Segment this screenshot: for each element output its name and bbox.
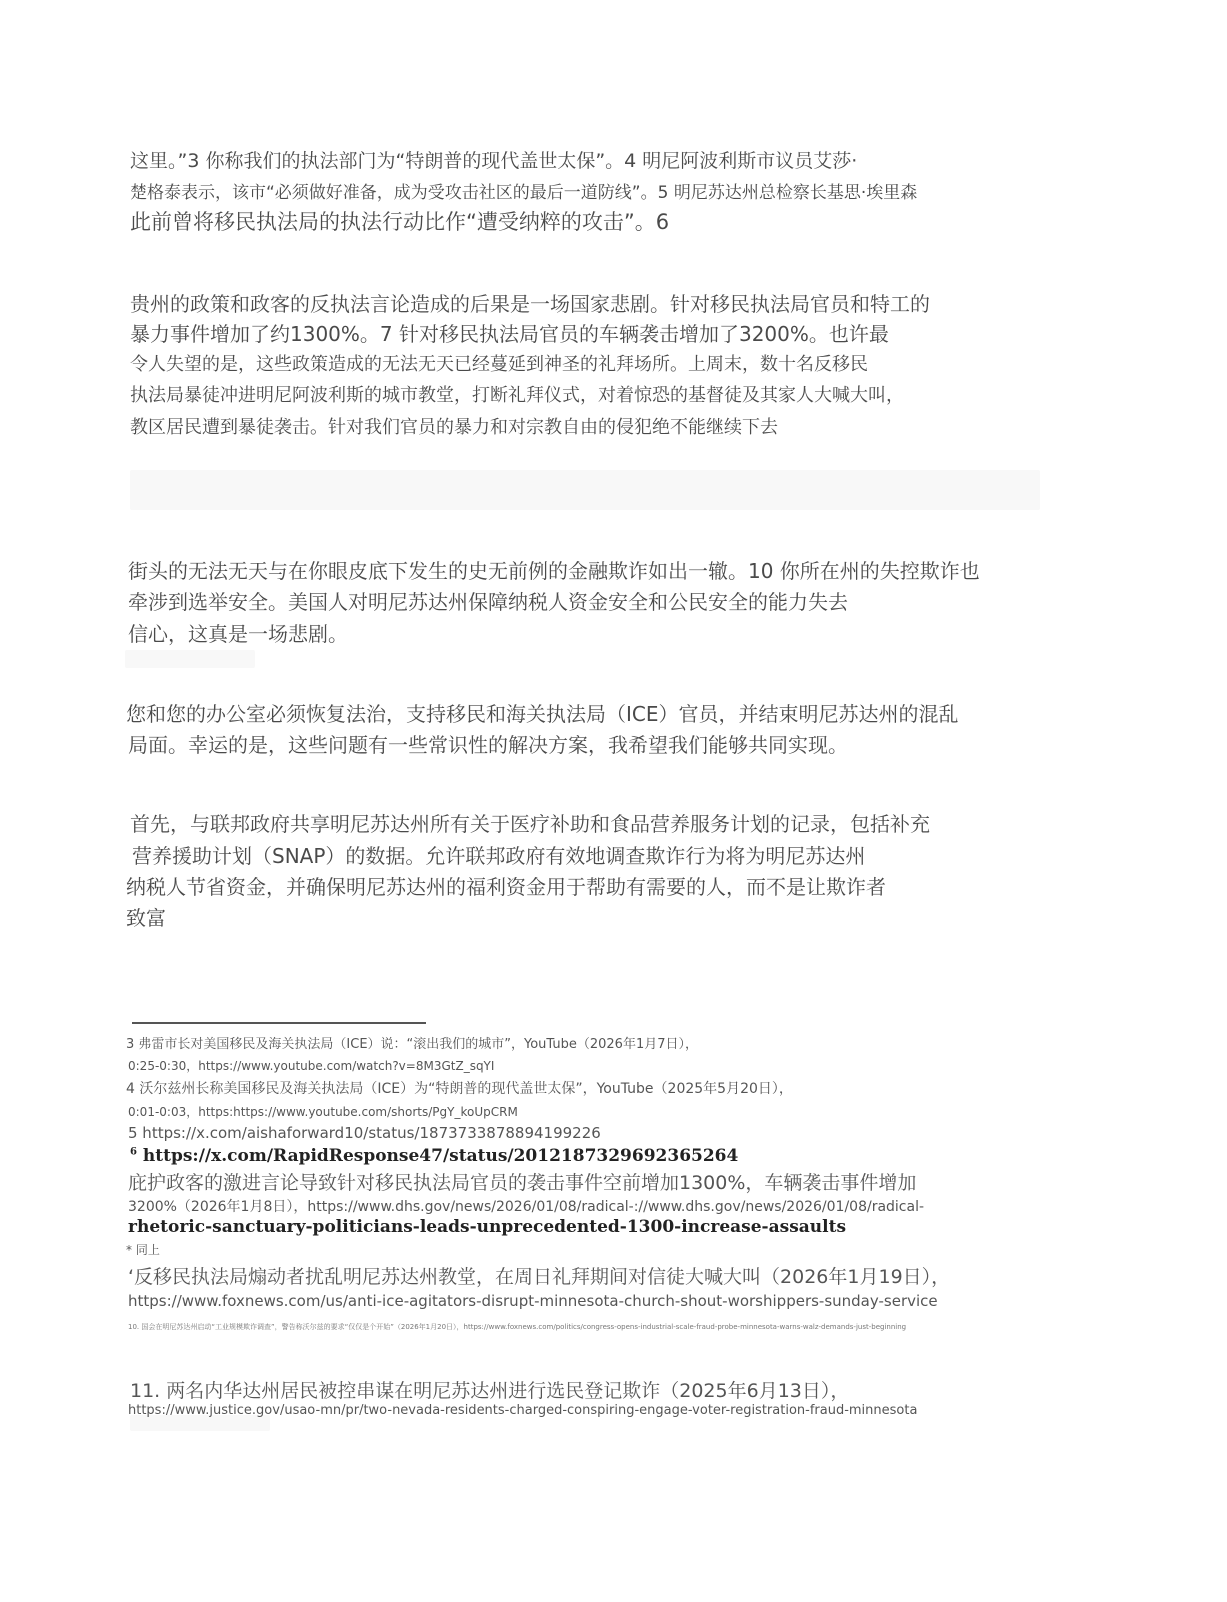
footnote-divider: [132, 1022, 426, 1024]
paragraph-4-line-1: 您和您的办公室必须恢复法治，支持移民和海关执法局（ICE）官员，并结束明尼苏达州的混乱: [126, 702, 959, 726]
paragraph-2-line-2: 暴力事件增加了约1300%。7 针对移民执法局官员的车辆袭击增加了3200%。也许最: [130, 322, 889, 346]
scan-artifact: [130, 470, 1040, 510]
paragraph-1-line-1: 这里。”3 你称我们的执法部门为“特朗普的现代盖世太保”。4 明尼阿波利斯市议员艾莎·: [130, 150, 858, 172]
footnote-7-line-2[interactable]: 3200%（2026年1月8日），https://www.dhs.gov/news/2026/01/08/radical-://www.dhs.gov/news/2026/01/08/radical-: [128, 1199, 925, 1215]
paragraph-4-line-2: 局面。幸运的是，这些问题有一些常识性的解决方案，我希望我们能够共同实现。: [128, 733, 848, 757]
footnote-6-marker: 6: [130, 1146, 137, 1158]
paragraph-1-line-3: 此前曾将移民执法局的执法行动比作“遭受纳粹的攻击”。6: [130, 210, 670, 234]
paragraph-5-line-4: 致富: [126, 906, 166, 930]
paragraph-1-line-2: 楚格泰表示，该市“必须做好准备，成为受攻击社区的最后一道防线”。5 明尼苏达州总检察长基思·埃里森: [130, 183, 918, 203]
footnote-5[interactable]: 5 https://x.com/aishaforward10/status/1873733878894199226: [128, 1124, 601, 1142]
paragraph-5-line-3: 纳税人节省资金，并确保明尼苏达州的福利资金用于帮助有需要的人，而不是让欺诈者: [126, 875, 886, 899]
footnote-8: * 同上: [126, 1243, 160, 1257]
footnote-4-line-1: 4 沃尔兹州长称美国移民及海关执法局（ICE）为“特朗普的现代盖世太保”，YouTube（2025年5月20日），: [126, 1081, 793, 1097]
footnote-9-line-2[interactable]: https://www.foxnews.com/us/anti-ice-agitators-disrupt-minnesota-church-shout-worshippers-sunday-service: [128, 1292, 938, 1310]
paragraph-3-line-2: 牵涉到选举安全。美国人对明尼苏达州保障纳税人资金安全和公民安全的能力失去: [128, 590, 848, 614]
footnote-7-line-1: 庇护政客的激进言论导致针对移民执法局官员的袭击事件空前增加1300%，车辆袭击事件增加: [128, 1172, 917, 1194]
paragraph-5-line-1: 首先，与联邦政府共享明尼苏达州所有关于医疗补助和食品营养服务计划的记录，包括补充: [130, 812, 930, 836]
paragraph-2-line-5: 教区居民遭到暴徒袭击。针对我们官员的暴力和对宗教自由的侵犯绝不能继续下去: [130, 417, 778, 438]
paragraph-2-line-4: 执法局暴徒冲进明尼阿波利斯的城市教堂，打断礼拜仪式，对着惊恐的基督徒及其家人大喊大叫，: [130, 385, 904, 406]
footnote-4-line-2[interactable]: 0:01-0:03，https:https://www.youtube.com/shorts/PgY_koUpCRM: [128, 1105, 518, 1119]
footnote-3-line-1: 3 弗雷市长对美国移民及海关执法局（ICE）说：“滚出我们的城市”，YouTube（2026年1月7日），: [126, 1037, 698, 1052]
paragraph-2-line-1: 贵州的政策和政客的反执法言论造成的后果是一场国家悲剧。针对移民执法局官员和特工的: [130, 292, 930, 316]
paragraph-5-line-2: 营养援助计划（SNAP）的数据。允许联邦政府有效地调查欺诈行为将为明尼苏达州: [132, 844, 866, 868]
footnote-6-link[interactable]: https://x.com/RapidResponse47/status/2012187329692365264: [142, 1146, 739, 1166]
footnote-9-line-1: ʻ反移民执法局煽动者扰乱明尼苏达州教堂，在周日礼拜期间对信徒大喊大叫（2026年1月19日），: [128, 1266, 951, 1288]
footnote-6[interactable]: [130, 1146, 738, 1166]
paragraph-3-line-1: 街头的无法无天与在你眼皮底下发生的史无前例的金融欺诈如出一辙。10 你所在州的失控欺诈也: [128, 559, 980, 583]
paragraph-3-line-3: 信心，这真是一场悲剧。: [128, 622, 348, 646]
footnote-11-line-1: 11. 两名内华达州居民被控串谋在明尼苏达州进行选民登记欺诈（2025年6月13日），: [130, 1380, 850, 1402]
scan-artifact: [125, 650, 255, 668]
footnote-3-line-2[interactable]: 0:25-0:30，https://www.youtube.com/watch?v=8M3GtZ_sqYI: [128, 1059, 495, 1073]
paragraph-2-line-3: 令人失望的是，这些政策造成的无法无天已经蔓延到神圣的礼拜场所。上周末，数十名反移民: [130, 354, 868, 375]
footnote-11-line-2[interactable]: https://www.justice.gov/usao-mn/pr/two-nevada-residents-charged-conspiring-engage-voter-registration-fraud-minnesota: [128, 1403, 918, 1418]
footnote-10: 10. 国会在明尼苏达州启动“工业规模欺诈调查”，警告称沃尔兹的要求“仅仅是个开始”（2026年1月20日），https://www.foxnews.com/politics/congress-opens-industrial-scale-fraud-probe-minnesota-warns-walz-demands-just-beginning: [128, 1323, 907, 1331]
footnote-7-line-3[interactable]: rhetoric-sanctuary-politicians-leads-unprecedented-1300-increase-assaults: [128, 1217, 847, 1237]
